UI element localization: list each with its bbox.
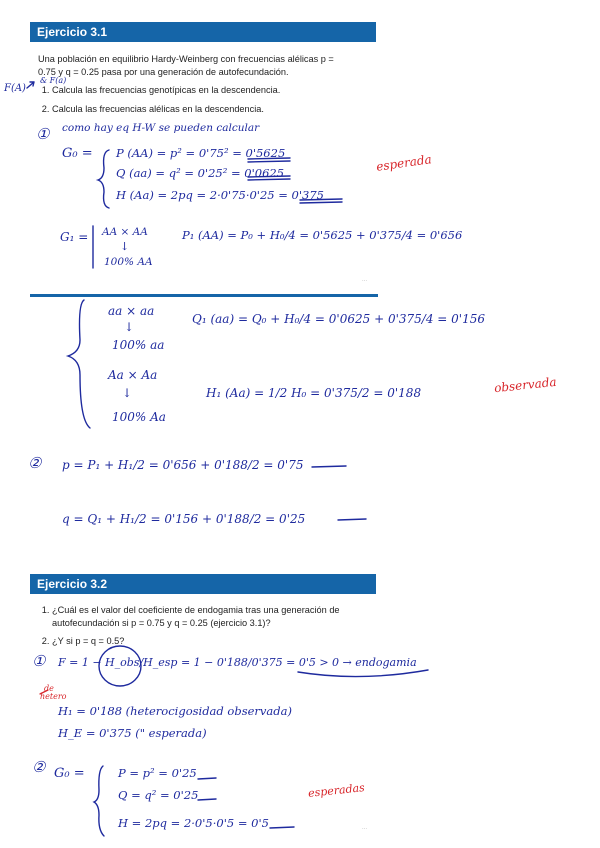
note-observada: observada	[493, 374, 558, 396]
note-g0: G₀ =	[62, 146, 93, 161]
slide-divider	[30, 294, 378, 297]
exercise-3-2-question-1	[52, 604, 368, 629]
note-100-aa: 100% aa	[112, 338, 165, 352]
note-p-equation: p = P₁ + H₁/2 = 0'656 + 0'188/2 = 0'75	[62, 458, 304, 472]
exercise-3-2-slide	[30, 574, 376, 654]
note-g0-second: G₀ =	[54, 766, 85, 781]
exercise-3-2-question-2: 2. ¿Y si p = q = 0.5?	[52, 635, 368, 648]
step-2-marker-2: ②	[32, 758, 46, 776]
note-f-small-a: & F(a)	[40, 76, 67, 85]
note-p-square: P = p² = 0'25	[118, 766, 197, 780]
note-q-equation: q = Q₁ + H₁/2 = 0'156 + 0'188/2 = 0'25	[62, 512, 306, 526]
note-arrow-2: ↓	[124, 320, 135, 334]
exercise-3-1-intro-line1: Una población en equilibrio Hardy-Weinberg con frecuencias alélicas p =	[38, 54, 334, 64]
note-cross-aaxaa: aa × aa	[108, 304, 155, 318]
exercise-3-1-intro-line2: 0.75 y q = 0.25 pasa por una generación de autofecundación.	[38, 66, 289, 77]
note-cross-AaxAa: Aa × Aa	[108, 368, 158, 382]
note-q-square: Q = q² = 0'25	[118, 788, 199, 802]
note-p1-formula: P₁ (AA) = P₀ + H₀/4 = 0'5625 + 0'375/4 = 0'656	[182, 228, 463, 242]
note-q-aa: Q (aa) = q² = 0'25² = 0'0625	[116, 166, 285, 180]
note-100-Aa: 100% Aa	[112, 410, 166, 424]
note-100-AA: 100% AA	[104, 256, 153, 268]
page-number-mark: ···	[362, 278, 367, 284]
note-cross-AAxAA: AA × AA	[102, 226, 148, 238]
note-h-aa: H (Aa) = 2pq = 2·0'75·0'25 = 0'375	[116, 188, 324, 202]
note-hetero: hetero	[40, 692, 67, 701]
note-hw-equilibrium: como hay eq H-W se pueden calcular	[62, 122, 260, 134]
exercise-3-1-question-2: 2. Calcula las frecuencias alélicas en la descendencia.	[52, 103, 368, 116]
note-g1: G₁ =	[60, 230, 89, 244]
exercise-3-1-slide	[30, 22, 376, 121]
note-h1-observed: H₁ = 0'188 (heterocigosidad observada)	[58, 704, 292, 718]
exercise-3-2-header: Ejercicio 3.2	[30, 574, 376, 594]
note-f-coefficient: F = 1 − H_obs/H_esp = 1 − 0'188/0'375 = 0'5 > 0 → endogamia	[58, 656, 417, 669]
note-arrow-3: ↓	[122, 386, 133, 400]
note-de: de	[44, 684, 54, 693]
note-h1-formula: H₁ (Aa) = 1/2 H₀ = 0'375/2 = 0'188	[206, 386, 422, 400]
exercise-3-1-question-1: 1. Calcula las frecuencias genotípicas en la descendencia.	[52, 84, 368, 97]
step-1-marker: ①	[36, 125, 50, 143]
note-p-aa: P (AA) = p² = 0'75² = 0'5625	[116, 146, 286, 160]
step-1-marker-2: ①	[32, 652, 46, 670]
note-esperada: esperada	[375, 152, 433, 174]
exercise-3-2-question-1-line2: autofecundación si p = 0.75 y q = 0.25 (ejercicio 3.1)?	[52, 617, 271, 628]
note-esperadas: esperadas	[307, 781, 366, 800]
exercise-3-2-question-1-line1: ¿Cuál es el valor del coeficiente de endogamia tras una generación de	[52, 605, 340, 615]
note-he-expected: H_E = 0'375 (" esperada)	[58, 726, 207, 740]
step-2-marker: ②	[28, 454, 42, 472]
note-f-big-a: F(A)	[4, 83, 26, 94]
note-arrow-1: ↓	[120, 240, 130, 253]
page-number-mark-2: ···	[362, 826, 367, 832]
note-q1-formula: Q₁ (aa) = Q₀ + H₀/4 = 0'0625 + 0'375/4 = 0'156	[192, 312, 485, 326]
exercise-3-1-header: Ejercicio 3.1	[30, 22, 376, 42]
note-h-2pq: H = 2pq = 2·0'5·0'5 = 0'5	[118, 816, 269, 830]
